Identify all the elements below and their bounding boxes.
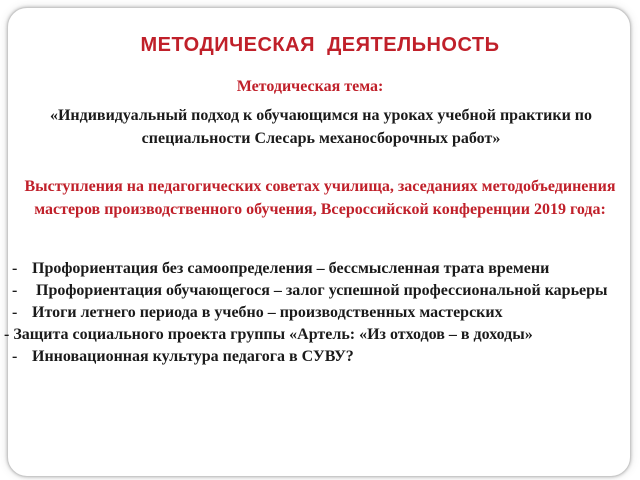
bullet-marker: - [12,260,18,277]
list-item-text: Профориентация без самоопределения – бессмысленная трата времени [32,260,550,277]
bullet-marker: - [12,282,18,299]
list-item [12,346,624,368]
list-item [12,258,624,280]
list-item-text: - Защита социального проекта группы «Артель: «Из отходов – в доходы» [4,326,533,343]
list-item-text: Инновационная культура педагога в СУВУ? [32,348,354,365]
list-item [12,302,624,324]
theme-label: Методическая тема: [236,78,384,95]
theme-text: «Индивидуальный подход к обучающимся на уроках учебной практики по специальности Слесарь механосборочных работ» [49,107,593,147]
talks-list [4,258,624,368]
list-item-text: Итоги летнего периода в учебно – производственных мастерских [32,304,503,321]
talks-heading: Выступления на педагогических советах училища, заседаниях методобъединения мастеров производственного обучения, Всероссийской конференции 2019 года: [24,178,616,218]
bullet-marker: - [12,304,18,321]
bullet-marker: - [12,348,18,365]
list-item-text: Профориентация обучающегося – залог успешной профессиональной карьеры [32,282,608,299]
slide-title: МЕТОДИЧЕСКАЯ ДЕЯТЕЛЬНОСТЬ [140,34,500,56]
list-item [12,280,624,302]
list-item-plain [4,324,624,346]
